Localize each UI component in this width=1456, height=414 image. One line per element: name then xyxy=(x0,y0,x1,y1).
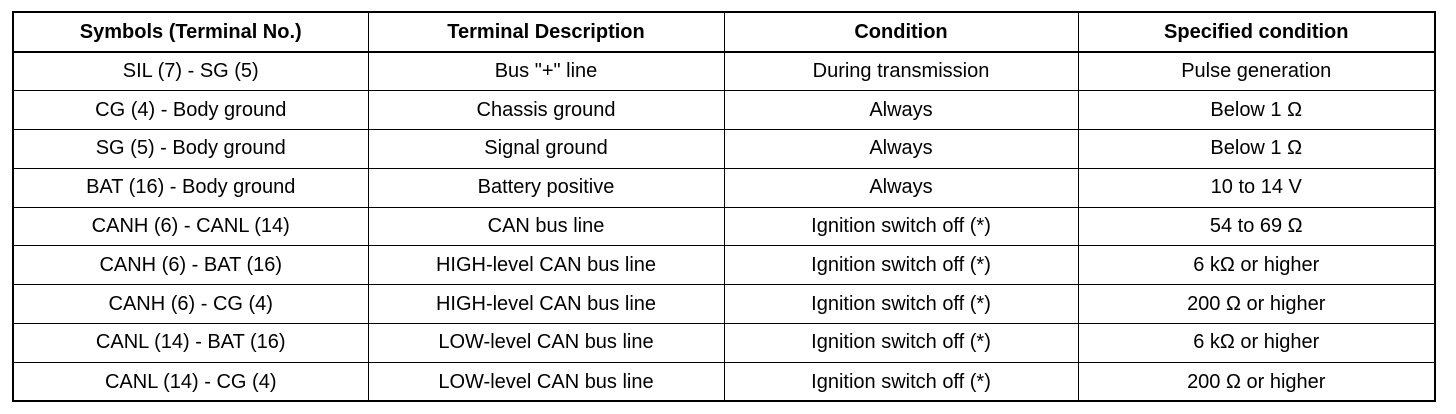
cell-specified-condition: 6 kΩ or higher xyxy=(1078,246,1434,285)
cell-symbols: CANH (6) - BAT (16) xyxy=(14,246,368,285)
cell-symbols: CG (4) - Body ground xyxy=(14,91,368,130)
cell-specified-condition: Pulse generation xyxy=(1078,52,1434,91)
cell-symbols: CANL (14) - CG (4) xyxy=(14,362,368,401)
header-specified-condition: Specified condition xyxy=(1078,13,1434,52)
cell-symbols: CANH (6) - CG (4) xyxy=(14,285,368,324)
cell-condition: Always xyxy=(724,130,1078,169)
cell-symbols: CANH (6) - CANL (14) xyxy=(14,207,368,246)
cell-symbols: SIL (7) - SG (5) xyxy=(14,52,368,91)
table-row xyxy=(14,246,1434,285)
cell-terminal-description: Signal ground xyxy=(368,130,724,169)
table-row xyxy=(14,285,1434,324)
table-row xyxy=(14,362,1434,401)
table-row xyxy=(14,91,1434,130)
cell-terminal-description: Bus "+" line xyxy=(368,52,724,91)
cell-condition: Ignition switch off (*) xyxy=(724,285,1078,324)
cell-terminal-description: Battery positive xyxy=(368,168,724,207)
cell-specified-condition: 54 to 69 Ω xyxy=(1078,207,1434,246)
header-terminal-description: Terminal Description xyxy=(368,13,724,52)
cell-condition: Always xyxy=(724,168,1078,207)
cell-specified-condition: 200 Ω or higher xyxy=(1078,285,1434,324)
cell-specified-condition: 200 Ω or higher xyxy=(1078,362,1434,401)
cell-condition: Ignition switch off (*) xyxy=(724,246,1078,285)
cell-terminal-description: LOW-level CAN bus line xyxy=(368,362,724,401)
terminal-spec-table xyxy=(14,13,1434,401)
cell-terminal-description: CAN bus line xyxy=(368,207,724,246)
cell-condition: Ignition switch off (*) xyxy=(724,324,1078,363)
table-row xyxy=(14,324,1434,363)
table-row xyxy=(14,207,1434,246)
cell-terminal-description: Chassis ground xyxy=(368,91,724,130)
terminal-spec-table-frame xyxy=(12,11,1436,402)
table-row xyxy=(14,52,1434,91)
cell-symbols: BAT (16) - Body ground xyxy=(14,168,368,207)
cell-specified-condition: 10 to 14 V xyxy=(1078,168,1434,207)
table-header xyxy=(14,13,1434,52)
cell-specified-condition: Below 1 Ω xyxy=(1078,91,1434,130)
table-row xyxy=(14,168,1434,207)
cell-symbols: CANL (14) - BAT (16) xyxy=(14,324,368,363)
cell-specified-condition: Below 1 Ω xyxy=(1078,130,1434,169)
table-row xyxy=(14,130,1434,169)
header-condition: Condition xyxy=(724,13,1078,52)
cell-terminal-description: HIGH-level CAN bus line xyxy=(368,246,724,285)
cell-symbols: SG (5) - Body ground xyxy=(14,130,368,169)
table-body xyxy=(14,52,1434,401)
cell-specified-condition: 6 kΩ or higher xyxy=(1078,324,1434,363)
cell-condition: Ignition switch off (*) xyxy=(724,207,1078,246)
cell-condition: During transmission xyxy=(724,52,1078,91)
cell-terminal-description: HIGH-level CAN bus line xyxy=(368,285,724,324)
cell-condition: Always xyxy=(724,91,1078,130)
cell-condition: Ignition switch off (*) xyxy=(724,362,1078,401)
header-symbols: Symbols (Terminal No.) xyxy=(14,13,368,52)
header-row xyxy=(14,13,1434,52)
cell-terminal-description: LOW-level CAN bus line xyxy=(368,324,724,363)
